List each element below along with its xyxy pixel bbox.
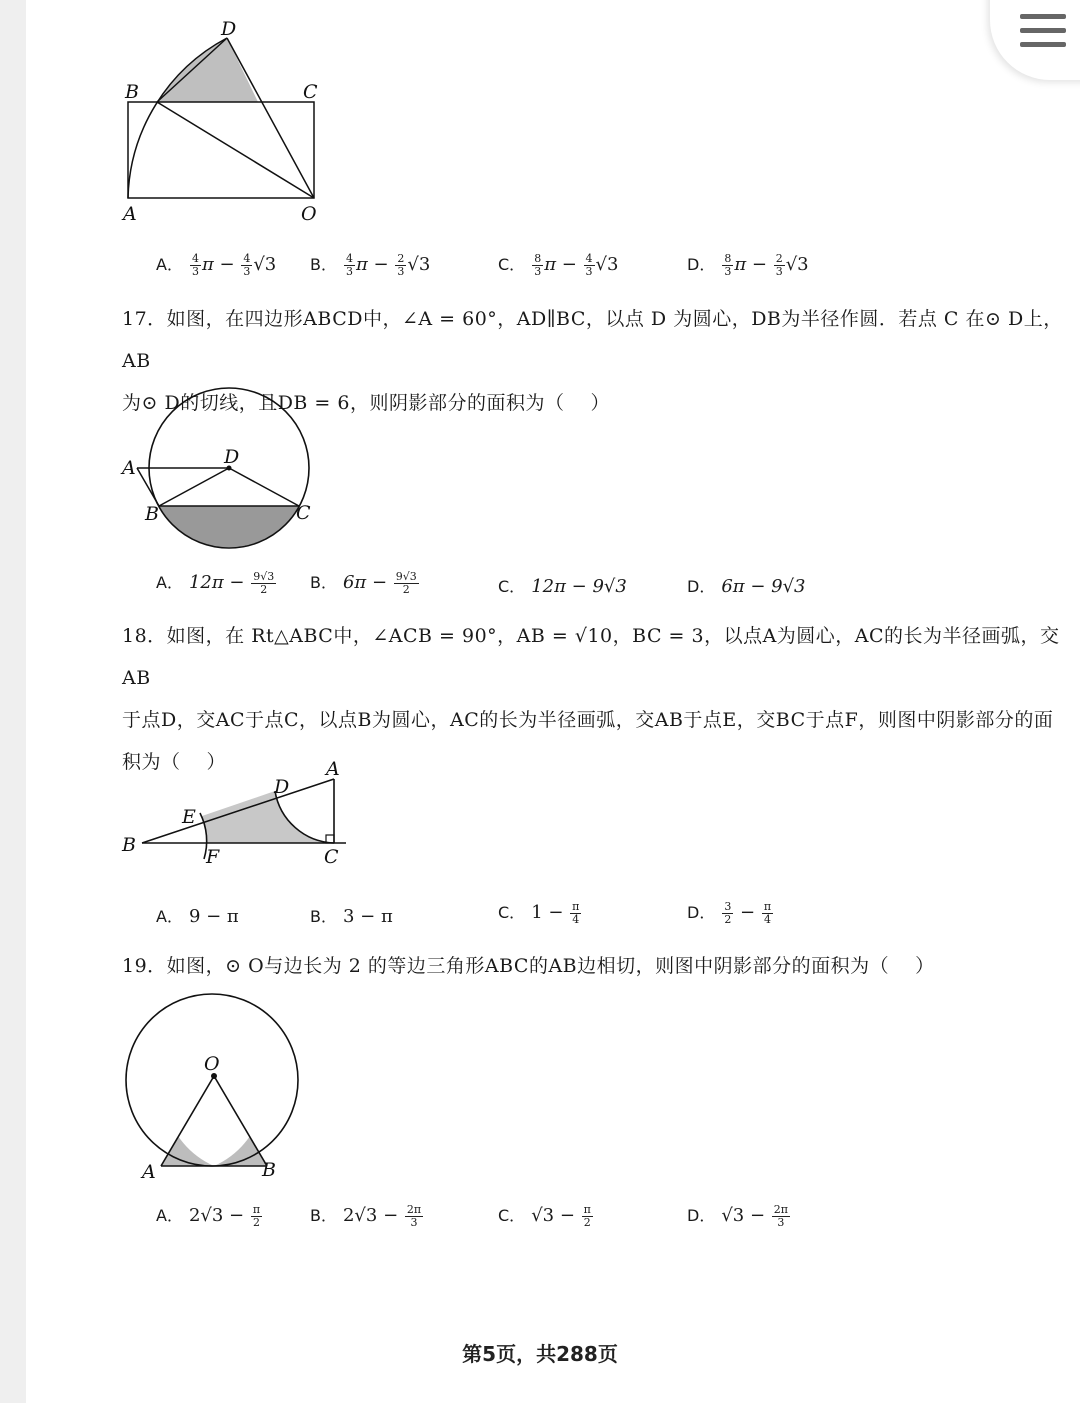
q18-line-2: 于点D，交AC于点C，以点B为圆心，AC的长为半径画弧，交AB于点E，交BC于点F，则图中阴影部分的面: [122, 709, 1054, 731]
q18-label-b: B: [122, 834, 136, 856]
q18-line-3: 积为（ ）: [122, 751, 227, 773]
q16-label-c: C: [303, 81, 318, 103]
q19-option-a: A． 2√3 − $\frac{\pi}{2}$: [156, 1202, 261, 1229]
q17-line-1: 17．如图，在四边形ABCD中，∠A = 60°，AD∥BC，以点 D 为圆心，DB为半径作圆．若点 C 在⊙ D上，AB: [122, 308, 1063, 372]
q17-line-2: 为⊙ D的切线，且DB = 6，则阴影部分的面积为（ ）: [122, 392, 611, 414]
q16-label-b: B: [125, 81, 139, 103]
q18-line-1: 18．如图，在 Rt△ABC中，∠ACB = 90°，AB = √10，BC = 3，以点A为圆心，AC的长为半径画弧，交AB: [122, 625, 1060, 689]
q16-figure: [115, 10, 345, 230]
q18-label-e: E: [182, 806, 196, 828]
q16-label-d: D: [221, 18, 237, 40]
q18-figure: [118, 755, 358, 870]
q16-option-c: C． $\frac{8}{3}$ π − $\frac{4}{3}$ √3: [498, 251, 619, 278]
q17-label-a: A: [122, 457, 136, 479]
q16-option-b: B． $\frac{4}{3}$ π − $\frac{2}{3}$ √3: [310, 251, 431, 278]
q16-label-o: O: [301, 203, 317, 225]
q19-option-d: D． √3 − $\frac{2\pi}{3}$: [687, 1202, 789, 1229]
q16-label-a: A: [123, 203, 137, 225]
q18-option-d: D． $\frac{3}{2}$ − $\frac{\pi}{4}$: [687, 899, 772, 926]
q17-option-d: D． 6π − 9√3: [687, 576, 806, 597]
q17-figure: [118, 382, 328, 557]
q17-label-d: D: [224, 446, 240, 468]
q19-text: [122, 945, 935, 987]
q18-option-c: C． 1 − $\frac{\pi}{4}$: [498, 899, 580, 926]
q19-label-o: O: [204, 1053, 220, 1075]
q16-option-d: D． $\frac{8}{3}$ π − $\frac{2}{3}$ √3: [687, 251, 809, 278]
q17-option-b: B． 6π − $\frac{9√3}{2}$: [310, 569, 417, 596]
q19-figure: [118, 988, 313, 1188]
q17-label-b: B: [145, 503, 159, 525]
q19-option-c: C． √3 − $\frac{\pi}{2}$: [498, 1202, 591, 1229]
q18-label-a: A: [326, 758, 340, 780]
q19-line-1: 19．如图，⊙ O与边长为 2 的等边三角形ABC的AB边相切，则图中阴影部分的面积为（ ）: [122, 955, 935, 977]
hamburger-icon: [1020, 14, 1066, 19]
q19-label-b: B: [262, 1159, 276, 1181]
q16-option-a: A． $\frac{4}{3}$ π − $\frac{4}{3}$ √3: [156, 251, 277, 278]
q17-option-c: C． 12π − 9√3: [498, 576, 627, 597]
q17-option-a: A． 12π − $\frac{9√3}{2}$: [156, 569, 275, 596]
q18-label-f: F: [206, 846, 220, 868]
q18-option-a: A． 9 − π: [156, 906, 239, 927]
q19-option-b: B． 2√3 − $\frac{2\pi}{3}$: [310, 1202, 422, 1229]
q18-label-d: D: [274, 776, 290, 798]
q17-label-c: C: [296, 502, 311, 524]
q18-label-c: C: [324, 846, 339, 868]
q19-label-a: A: [142, 1161, 156, 1183]
hamburger-icon-bar: [1020, 42, 1066, 47]
hamburger-icon-bar: [1020, 28, 1066, 33]
page-footer: 第5页，共288页: [462, 1342, 618, 1366]
q18-option-b: B． 3 − π: [310, 906, 393, 927]
